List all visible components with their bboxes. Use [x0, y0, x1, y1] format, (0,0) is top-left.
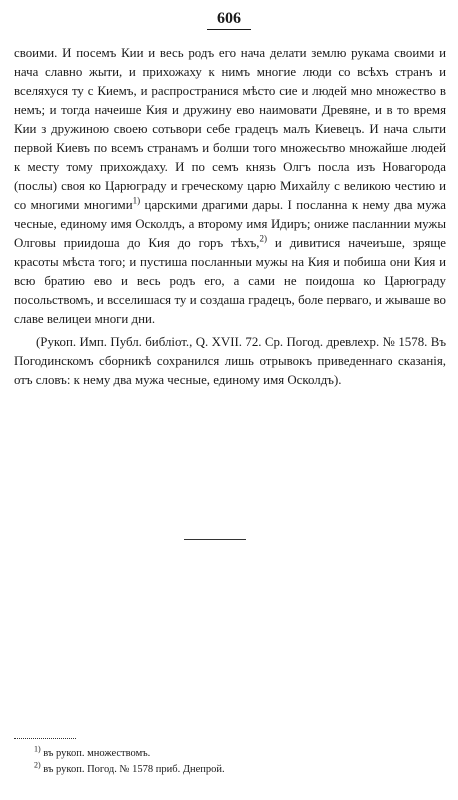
page-number: 606	[0, 10, 458, 30]
paragraph-source-note: (Рукоп. Имп. Публ. библіот., Q. XVII. 72. Ср. Погод. древлехр. № 1578. Въ Погодинскомъ сборникѣ сохранился лишь отрывокъ приведеннаго сказанія, отъ словъ: к нему два мужа чесные, единому имя Осколдъ).	[14, 335, 446, 387]
footnotes	[34, 746, 434, 778]
footnote-1	[34, 746, 434, 762]
paragraph-text: своими. И посемъ Кии и весь родъ его нача делати землю рукама своими и нача славно жыти, и прихожаху к нимъ многие люди со всѣхъ странъ и вселяхуся ту с Киемъ, и распространися мѣсто сие и людей мно	[14, 46, 446, 98]
footnote-marker: 2)	[34, 760, 41, 770]
footnote-rule	[14, 738, 76, 739]
footnote-text: въ рукоп. Погод. № 1578 приб. Днепрой.	[43, 764, 225, 775]
paragraph-text: и дивитися начеиъше, зряще красоты мѣста того; и пустиша посланныи мужы на Кия и побиша они Кия и всю братию ево и весь родъ его, а сами не поидоша ко Царюграду посольствомъ, и всселишася ту и создаша градецъ, боле перваго, и жываше во славе велицеи многи дни.	[14, 236, 446, 326]
footnote-text: въ рукоп. множествомъ.	[43, 748, 151, 759]
footnote-marker: 1)	[34, 744, 41, 754]
footnote-reference: 1)	[132, 195, 141, 206]
footnote-reference: 2)	[259, 233, 268, 244]
section-divider	[184, 539, 246, 540]
footnote-2	[34, 762, 434, 778]
paragraph-text: множество в немъ; и тогда начеише Кия и дружину ево наимовати Древяне, и в то время Кии з дружиною своею сотьвори себе градецъ малъ Киевецъ. И нача слыти первой Киевъ по всемъ странамъ и болши того множесьтво множайше людей к месту тому прихождаху. И по семъ князь Олгъ посла изъ Новагорода (послы) своя ко Царюграду и греческому царю Михайлу с великою честию и со многими многими	[14, 84, 446, 212]
paragraph-text: царскими драгими дары. I посланна к нему два мужа чесные, единому имя Осколдъ, а второму имя Идиръ; ониже пасланнии мужы Олговы приидоша до Кия до горъ тѣхъ,	[14, 198, 446, 250]
body-text	[14, 44, 446, 390]
paragraph-chronicle-excerpt	[14, 44, 446, 329]
